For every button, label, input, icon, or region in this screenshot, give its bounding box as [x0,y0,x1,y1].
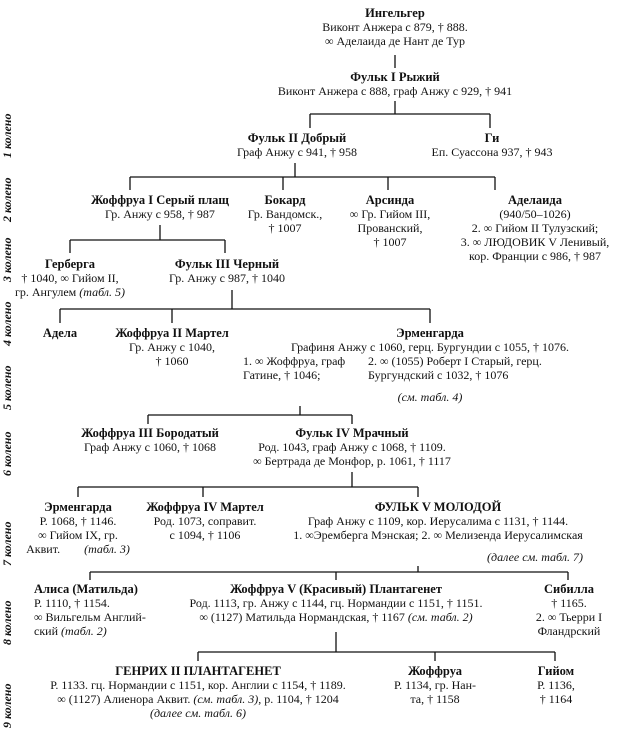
person-line: Род. 1043, граф Анжу с 1068, † 1109. [258,440,446,454]
person-line: ∞ Вильгельм Англий- [34,610,146,624]
person-ingelger [322,6,468,48]
person-line: Гр. Вандомск., [247,207,323,221]
person-line: Виконт Анжера с 888, граф Анжу с 929, † 941 [277,84,513,98]
table-ref: (см. табл. 3) [193,692,259,706]
person-line: Гр. Анжу с 987, † 1040 [169,271,285,285]
person-name: Фульк IV Мрачный [295,426,409,440]
person-line: (940/50–1026) [499,207,571,221]
table-ref: (см. табл. 2) [407,610,473,624]
person-line: Прованский, [357,221,423,235]
person-line: Аквит. (табл. 3) [26,542,130,556]
person-line: ∞ Аделаида де Нант де Тур [324,34,466,48]
person-geoffrey3 [81,426,219,454]
person-line: 2. ∞ Тьерри I [535,610,603,624]
person-line: Р. 1134, гр. Нан- [393,678,477,692]
person-ermengarda2 [26,500,130,556]
fulk5-ref [487,550,583,564]
person-line: Еп. Суассона 937, † 943 [431,145,553,159]
person-line: † 1040, ∞ Гийом II, [21,271,119,285]
person-name: ФУЛЬК V МОЛОДОЙ [374,500,502,514]
person-name: Фульк II Добрый [247,131,347,145]
person-name: Жоффруа [407,664,463,678]
person-line: Р. 1110, † 1154. [34,596,110,610]
person-line: Р. 1136, [537,678,575,692]
person-name: Ингельгер [365,6,425,20]
person-line: † 1165. [551,596,587,610]
person-line: Фландрский [537,624,601,638]
person-adela [43,326,77,340]
person-line: Род. 1073, соправит. [153,514,257,528]
person-line: та, † 1158 [410,692,460,706]
person-line: Граф Анжу с 1060, † 1068 [83,440,216,454]
person-geoffrey2 [115,326,229,368]
person-name: Адела [42,326,78,340]
person-line: 1. ∞Эремберга Мэнская; 2. ∞ Мелизенда Иерусалимская [293,528,583,542]
person-name: Гийом [537,664,575,678]
person-line: кор. Франции с 986, † 987 [468,249,602,263]
person-line: 2. ∞ Гийом II Тулузский; [471,221,599,235]
person-fulk2 [237,131,357,159]
person-line: Виконт Анжера с 879, † 888. [322,20,468,34]
person-adelaida [461,193,609,263]
person-line: Графиня Анжу с 1060, герц. Бургундии с 1055, † 1076. [290,340,570,354]
person-name: Фульк I Рыжий [350,70,440,84]
person-line: † 1007 [373,235,407,249]
person-gi [431,131,552,159]
person-name: Эрменгарда [396,326,464,340]
person-ermengarda1 [291,326,569,354]
person-fulk4 [253,426,451,468]
person-geoffrey5 [190,582,483,624]
person-line: † 1060 [155,354,189,368]
person-alisa [34,582,146,638]
person-line: ∞ (1127) Алиенора Аквит. (см. табл. 3), р. 1104, † 1204 [57,692,339,706]
person-line [50,706,346,720]
person-name: Алиса (Матильда) [34,582,138,596]
person-line: 3. ∞ ЛЮДОВИК V Ленивый, [460,235,610,249]
person-line: † 1007 [268,221,302,235]
person-sibilla [536,582,602,638]
person-line: Гр. Анжу с 1040, [129,340,215,354]
ermengarda1-marriage-1: 1. ∞ Жоффруа, граф Гатине, † 1046; [243,354,346,382]
ermengarda1-ref [398,390,463,404]
person-name: Герберга [44,257,95,271]
person-name: Жоффруа I Серый плащ [91,193,229,207]
person-name: Жоффруа III Бородатый [81,426,219,440]
person-name: Жоффруа II Мартел [115,326,229,340]
person-name: Фульк III Черный [174,257,280,271]
person-line: ский (табл. 2) [34,624,107,638]
person-line: Граф Анжу с 1109, кор. Иерусалима с 1131, † 1144. [307,514,569,528]
person-geoffrey1 [91,193,229,221]
person-gerberga [15,257,125,299]
person-name: Жоффруа IV Мартел [146,500,264,514]
person-name: Ги [484,131,500,145]
person-line: Р. 1133. гц. Нормандии с 1151, кор. Англии с 1154, † 1189. [50,678,346,692]
person-line: † 1164 [539,692,573,706]
table-ref: (табл. 5) [79,285,126,299]
person-fulk1 [278,70,512,98]
person-name: Арсинда [365,193,415,207]
person-bokard [248,193,323,235]
person-name: Аделаида [508,193,562,207]
person-fulk3 [169,257,285,285]
person-name: Жоффруа V (Красивый) Плантагенет [230,582,442,596]
person-line: с 1094, † 1106 [169,528,241,542]
person-line: гр. Ангулем (табл. 5) [14,285,126,299]
table-ref: (табл. 3) [84,542,130,556]
person-fulk5 [293,500,583,542]
person-line: Граф Анжу с 941, † 958 [237,145,357,159]
table-ref: (далее см. табл. 6) [149,706,247,720]
table-ref: (табл. 2) [61,624,107,638]
person-name: Эрменгарда [44,500,112,514]
table-ref: (см. табл. 4) [397,390,463,404]
person-line: ∞ Бертрада де Монфор, р. 1061, † 1117 [253,454,451,468]
person-line: ∞ Гр. Гийом III, [349,207,431,221]
person-arsinda [350,193,430,249]
person-henry2 [50,664,346,720]
person-line: ∞ (1127) Матильда Нормандская, † 1167 (см. табл. 2) [199,610,473,624]
person-gijom [537,664,575,706]
person-name: Бокард [264,193,306,207]
person-line: Гр. Анжу с 958, † 987 [105,207,215,221]
person-line: Род. 1113, гр. Анжу с 1144, гц. Нормандии с 1151, † 1151. [189,596,483,610]
person-name: Сибилла [544,582,594,596]
person-geoffrey4 [146,500,264,542]
person-line: Р. 1068, † 1146. [39,514,117,528]
ermengarda1-marriage-2: 2. ∞ (1055) Роберт I Старый, герц. Бургундский с 1032, † 1076 [368,354,542,382]
person-name: ГЕНРИХ II ПЛАНТАГЕНЕТ [115,664,281,678]
table-ref: (далее см. табл. 7) [487,550,584,564]
person-geoffrey6 [394,664,476,706]
person-line: ∞ Гийом IX, гр. [38,528,118,542]
